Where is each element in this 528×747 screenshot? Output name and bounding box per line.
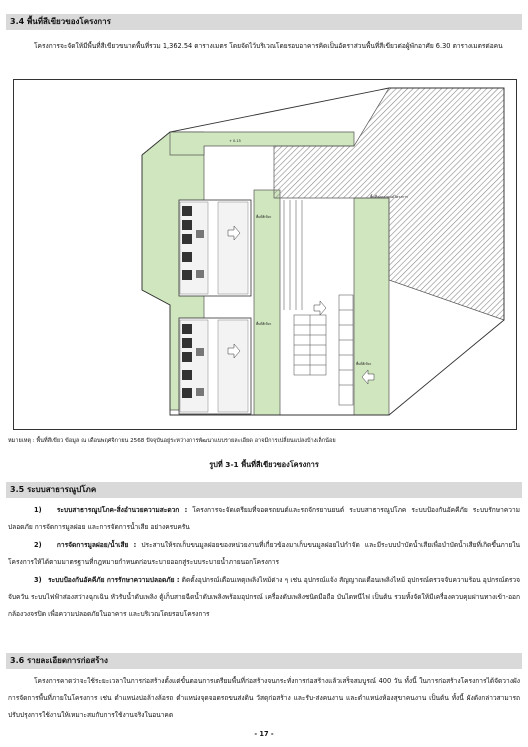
top-strip-label: + 0.15 <box>229 139 241 143</box>
item-2-title: การจัดการมูลฝอย/น้ำเสีย : <box>56 541 137 549</box>
green-label-2: พื้นที่สีเขียว <box>256 322 272 326</box>
construction-paragraph <box>8 673 520 724</box>
site-plan-figure <box>13 79 517 430</box>
green-area-east <box>354 198 389 415</box>
parking-zone-label: พื้นที่จอดรถยนต์โครงการ <box>370 195 408 199</box>
section-heading-utilities: 3.5 ระบบสาธารณูปโภค <box>6 482 522 498</box>
item-2-number: 2) <box>34 541 42 549</box>
parking-stalls <box>284 200 353 405</box>
item-3-text: ติดตั้งอุปกรณ์เตือนเหตุเพลิงไหม้ต่าง ๆ เช่น อุปกรณ์แจ้ง สัญญาณเตือนเพลิงไหม้ อุปกรณ์ตรวจจับความร้อน อุปกรณ์ตรวจจับควัน ระบบไฟฟ้าส่องสว่างฉุกเฉิน หัวรับน้ำดับเพลิง ตู้เก็บสายฉีดน้ำดับเพลิงพร้อมอุปกรณ์ เครื่องดับเพลิงชนิดมือถือ บันไดหนีไฟ เป็นต้น รวมทั้งจัดให้มีเครื่องควบคุมผ่านทางเข้า-ออก กล้องวงจรปิด เพื่อความปลอดภัยในอาคาร และบริเวณโดยรอบโครงการ <box>8 576 520 618</box>
item-3-title: ระบบป้องกันอัคคีภัย การรักษาความปลอดภัย : <box>48 576 180 584</box>
item-3-number: 3) <box>34 576 42 584</box>
page-number: - 17 - <box>254 730 274 738</box>
green-area-paragraph <box>8 38 520 55</box>
site-plan-drawing <box>14 80 516 429</box>
construction-text: โครงการคาดว่าจะใช้ระยะเวลาในการก่อสร้างตั้งแต่ขั้นตอนการเตรียมพื้นที่ก่อสร้างจนกระทั่งการก่อสร้างแล้วเสร็จสมบูรณ์ 400 วัน ทั้งนี้ ในการก่อสร้างโครงการได้จัดวางผังการจัดการพื้นที่ภายในโครงการ เช่น ตำแหน่งบ่อล้างล้อรถ ตำแหน่งจุดจอดรถขนส่งดิน วัสดุก่อสร้าง และรับ-ส่งคนงาน และตำแหน่งห้องสุขาคนงาน เป็นต้น ทั้งนี้ ผังดังกล่าวสามารถปรับปรุงการใช้งานให้เหมาะสมกับการใช้งานจริงในอนาคต <box>8 677 520 719</box>
green-area-central <box>254 190 280 415</box>
figure-caption: รูปที่ 3-1 พื้นที่สีเขียวของโครงการ <box>209 460 319 469</box>
section-heading-green-area: 3.4 พื้นที่สีเขียวของโครงการ <box>6 14 522 30</box>
figure-note: หมายเหตุ : พื้นที่สีเขียว ข้อมูล ณ เดือนพฤศจิกายน 2568 ปัจจุบันอยู่ระหว่างการพัฒนาแบบรายละเอียด อาจมีการเปลี่ยนแปลงบ้างเล็กน้อย <box>8 438 336 444</box>
utilities-item-2 <box>8 537 520 571</box>
item-1-title: ระบบสาธารณูปโภค-สิ่งอำนวยความสะดวก : <box>56 506 188 514</box>
green-label-1: พื้นที่สีเขียว <box>256 215 272 219</box>
utilities-item-3 <box>8 572 520 623</box>
utilities-item-1 <box>8 502 520 536</box>
section-heading-construction: 3.6 รายละเอียดการก่อสร้าง <box>6 653 522 669</box>
green-label-3: พื้นที่สีเขียว <box>356 362 372 366</box>
item-1-number: 1) <box>34 506 42 514</box>
item-2-text: ประสานให้รถเก็บขนมูลฝอยของหน่วยงานที่เกี่ยวข้องมาเก็บขนมูลฝอยไปกำจัด และมีระบบบำบัดน้ำเสียเพื่อบำบัดน้ำเสียที่เกิดขึ้นภายในโครงการให้ได้ตามมาตรฐานที่กฎหมายกำหนดก่อนระบายออกสู่ระบบระบายน้ำภายนอกโครงการ <box>8 541 520 566</box>
green-area-text: โครงการจะจัดให้มีพื้นที่สีเขียวขนาดพื้นที่รวม 1,362.54 ตารางเมตร โดยจัดไว้บริเวณโดยรอบอาคารคิดเป็นอัตราส่วนพื้นที่สีเขียวต่อผู้พักอาศัย 6.30 ตารางเมตรต่อคน <box>34 42 503 50</box>
item-1-text: โครงการจะจัดเตรียมที่จอดรถยนต์และรถจักรยานยนต์ ระบบสาธารณูปโภค ระบบป้องกันอัคคีภัย ระบบรักษาความปลอดภัย การจัดการมูลฝอย และการจัดการน้ำเสีย อย่างครบครัน <box>8 506 520 531</box>
